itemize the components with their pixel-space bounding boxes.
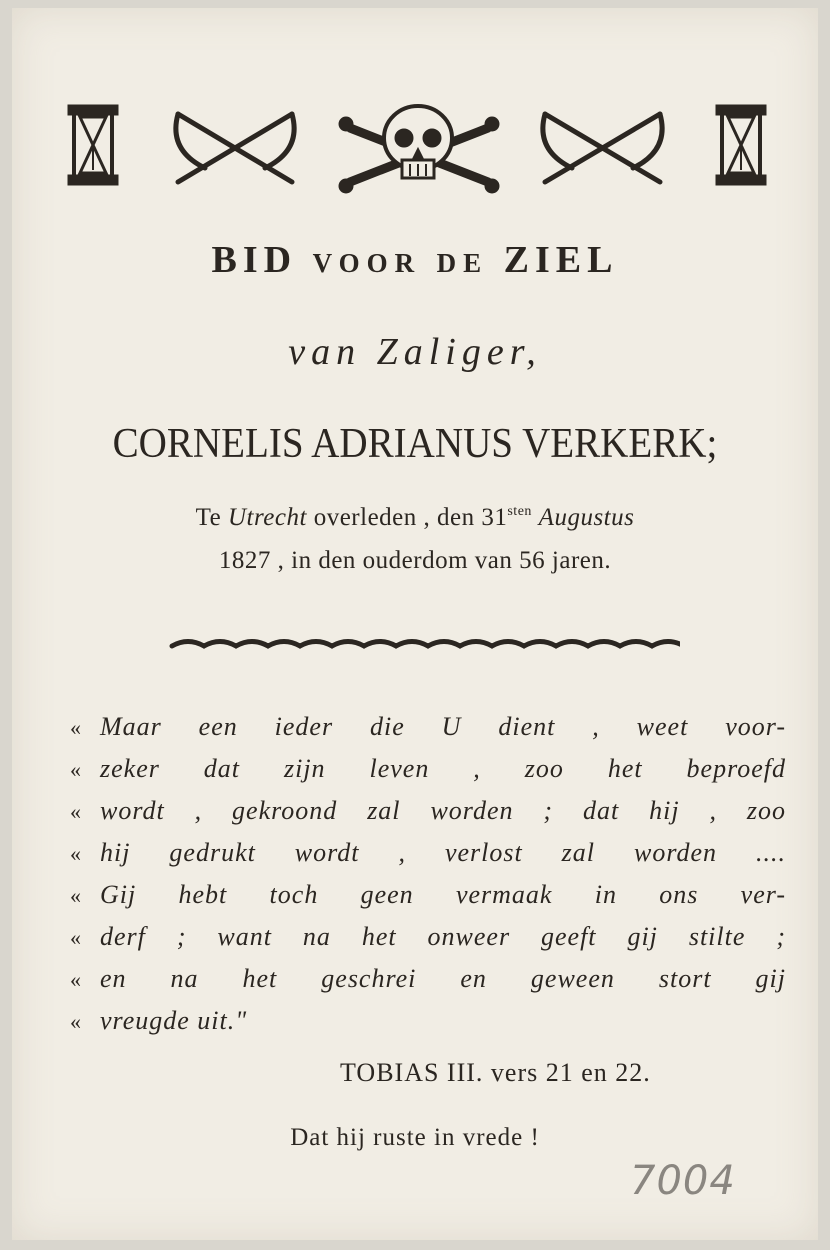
quote-line [70, 880, 786, 922]
deceased-name: CORNELIS ADRIANUS VERKERK; [112, 421, 718, 467]
hourglass-icon [68, 105, 118, 185]
hourglass-icon [716, 105, 766, 185]
quote-mark: « [70, 841, 81, 866]
quote-line [70, 838, 786, 880]
heading-word: ZIEL [503, 239, 619, 281]
quote-line [70, 754, 786, 796]
death-city: Utrecht [228, 504, 307, 531]
quote-mark: « [70, 715, 81, 740]
quote-text: zeker dat zijn leven , zoo het beproefd [100, 754, 786, 783]
skull-crossbones-icon [339, 106, 499, 193]
death-month: Augustus [538, 504, 635, 531]
quote-mark: « [70, 925, 81, 950]
quote-text: Maar een ieder die U dient , weet voor- [100, 712, 786, 741]
quote-text: en na het geschrei en geween stort gij [100, 964, 786, 993]
heading-word: DE [436, 248, 489, 278]
ornament-row [0, 0, 830, 210]
quote-mark: « [70, 967, 81, 992]
inventory-number: 7004 [630, 1158, 736, 1204]
wave-divider [168, 636, 680, 656]
quote-line [70, 712, 786, 754]
crossed-scythes-icon [176, 114, 294, 182]
quote-text: Gij hebt toch geen vermaak in ons ver- [100, 880, 786, 909]
death-line-2: 1827 , in den ouderdom van 56 jaren. [218, 547, 612, 574]
scripture-source: TOBIAS III. vers 21 en 22. [340, 1058, 651, 1087]
heading-word: VOOR [312, 248, 422, 278]
closing-line: Dat hij ruste in vrede ! [290, 1124, 540, 1151]
crossed-scythes-icon [543, 114, 662, 182]
quote-mark: « [70, 757, 81, 782]
subtitle: van Zaliger, [288, 331, 542, 373]
scripture-quote [70, 712, 786, 1048]
quote-mark: « [70, 883, 81, 908]
quote-mark: « [70, 799, 81, 824]
heading [0, 238, 830, 282]
quote-text: vreugde uit." [100, 1006, 248, 1035]
quote-line [70, 796, 786, 838]
quote-text: derf ; want na het onweer geeft gij stilte ; [100, 922, 786, 951]
death-text: overleden , den 31 [313, 504, 508, 531]
quote-line [70, 964, 786, 1006]
quote-mark: « [70, 1009, 81, 1034]
death-line-1 [0, 504, 830, 532]
quote-line [70, 1006, 786, 1048]
heading-word: BID [211, 239, 298, 281]
death-day-suffix: sten [507, 504, 532, 519]
quote-text: wordt , gekroond zal worden ; dat hij , zoo [100, 796, 786, 825]
quote-line [70, 922, 786, 964]
quote-text: hij gedrukt wordt , verlost zal worden .... [100, 838, 786, 867]
death-te: Te [195, 504, 222, 531]
